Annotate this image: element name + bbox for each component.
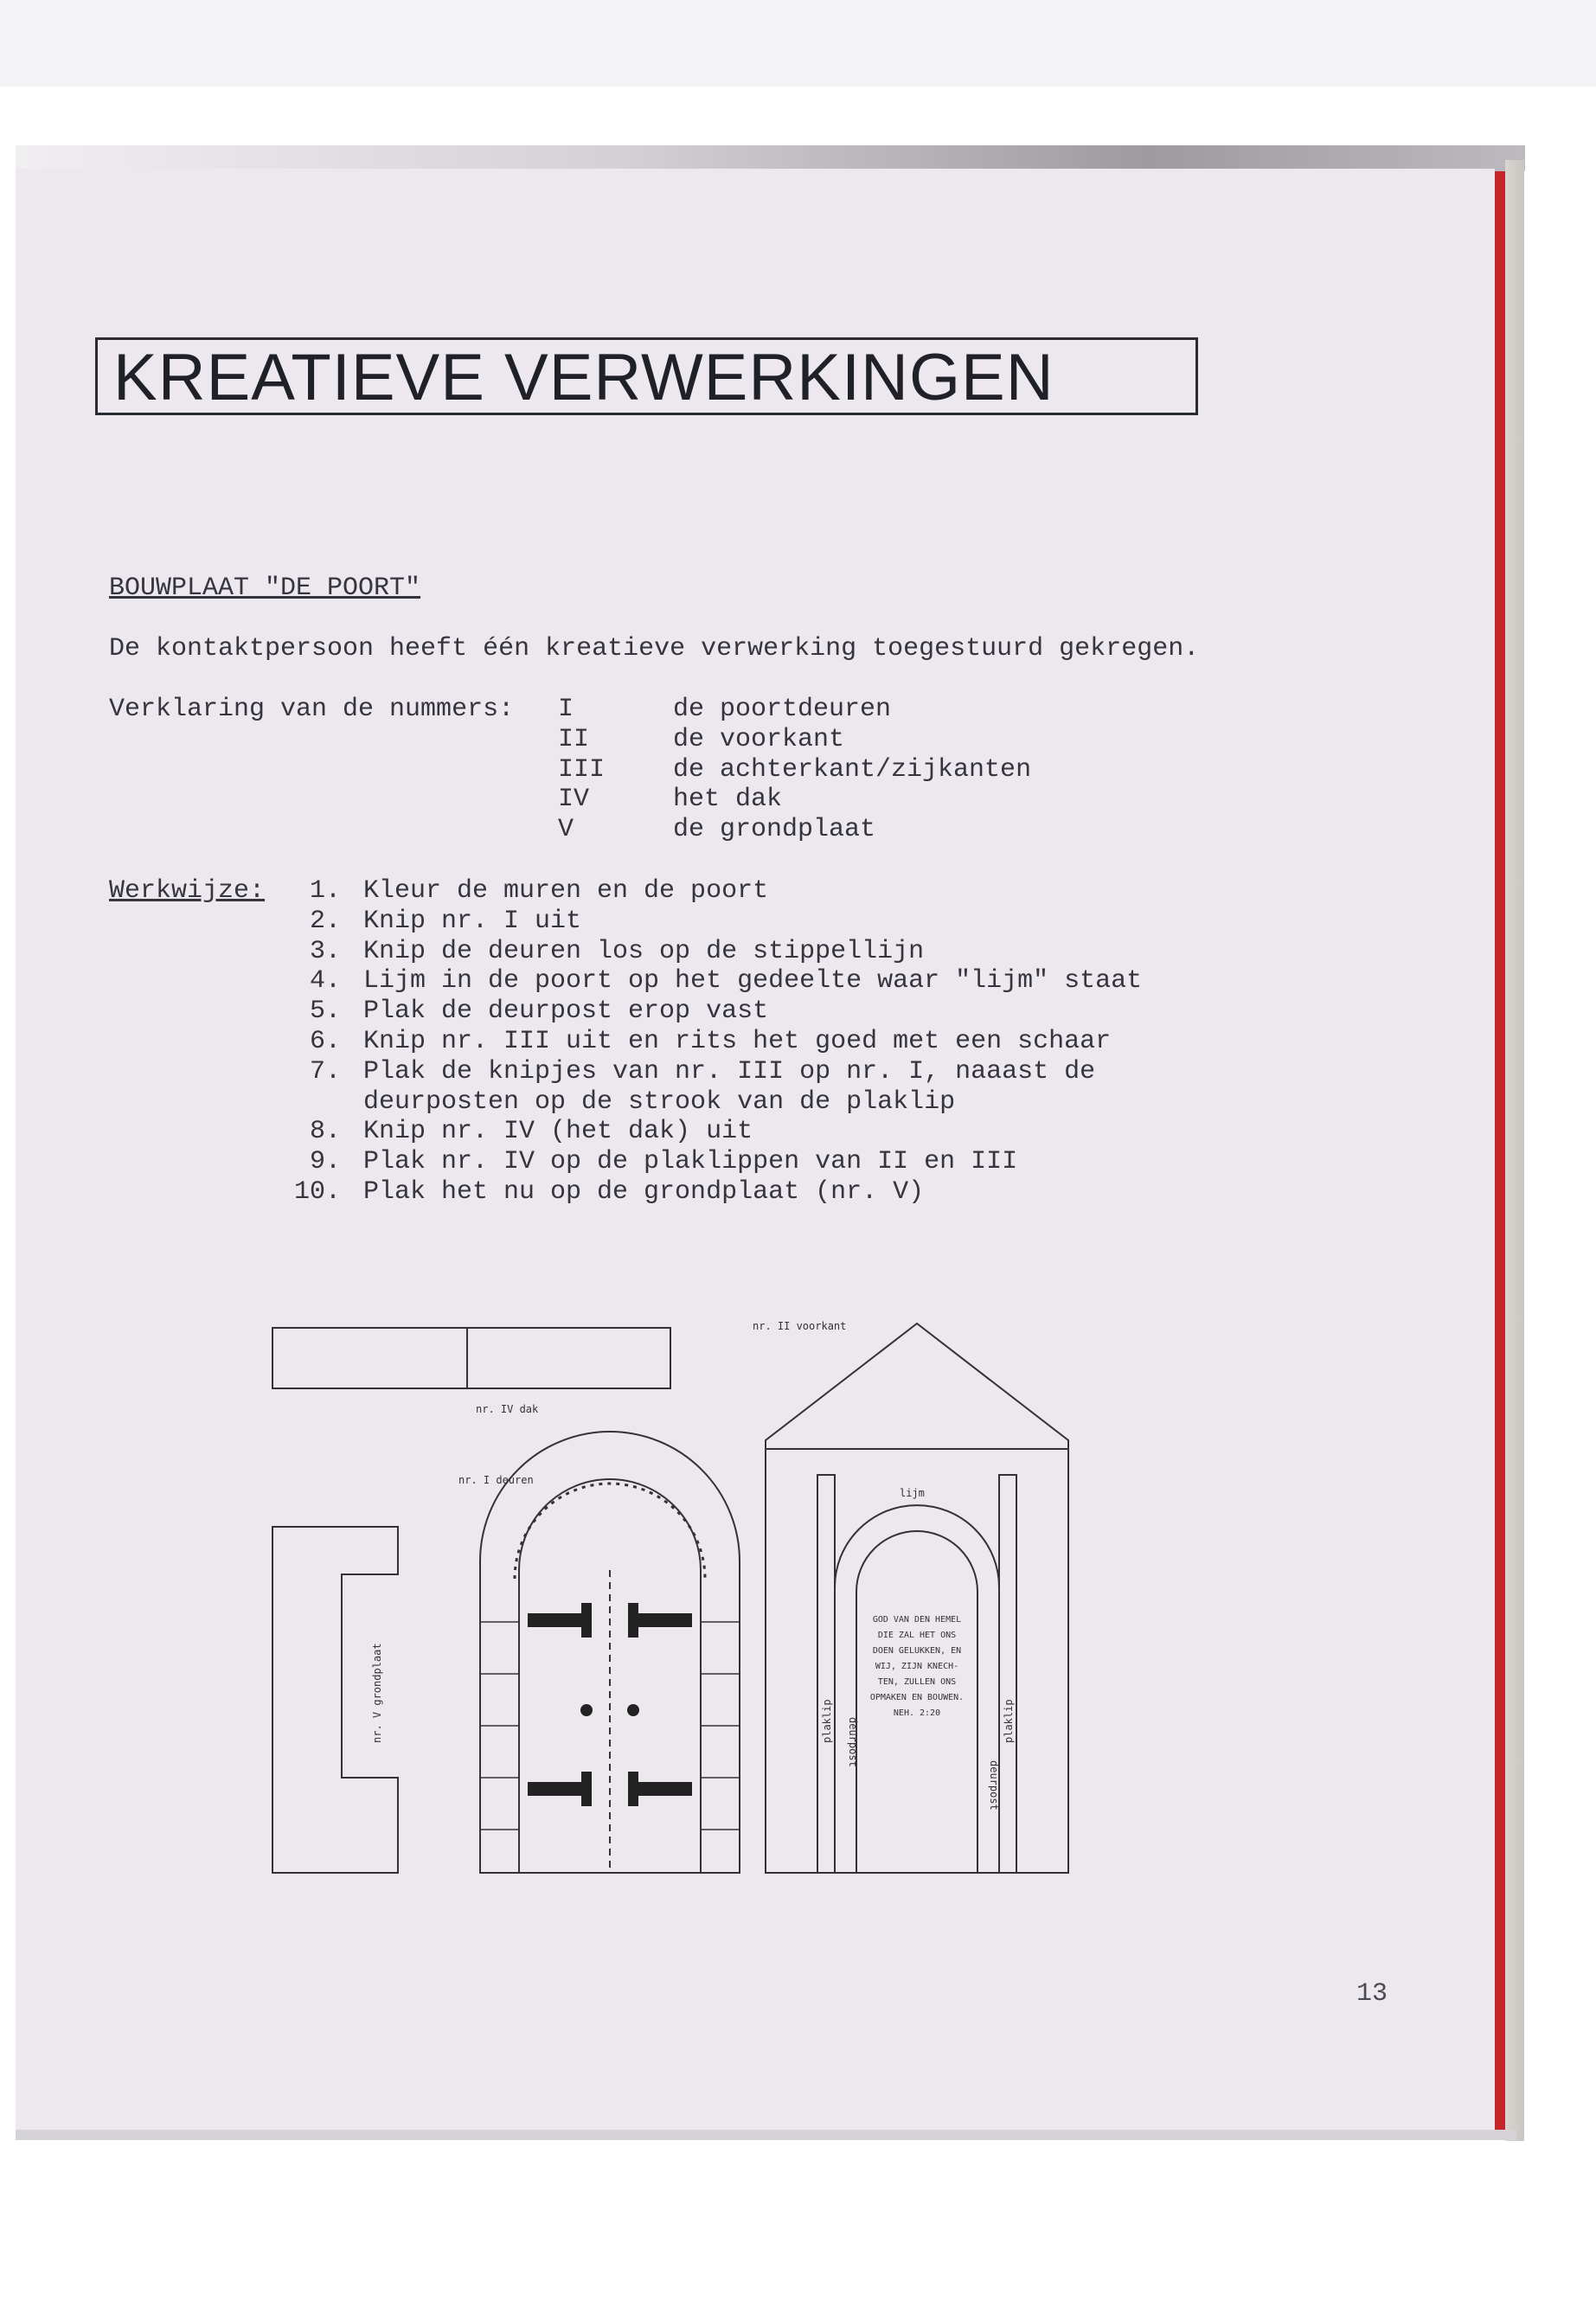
verse-line: WIJ, ZIJN KNECH- <box>875 1662 959 1671</box>
doorpost-label-left: deurpost <box>847 1717 859 1767</box>
verse-line: DOEN GELUKKEN, EN <box>872 1646 962 1656</box>
step-text: Knip nr. I uit <box>363 906 582 936</box>
step-text: Lijm in de poort op het gedeelte waar "lijm" staat <box>363 966 1143 997</box>
step-text: Kleur de muren en de poort <box>363 876 769 906</box>
step-text: Plak de deurpost erop vast <box>363 997 769 1027</box>
legend-number: IV <box>558 785 590 815</box>
verse-inscription <box>870 1615 964 1718</box>
step-number: 3. <box>310 936 342 966</box>
page-top-edge <box>16 145 1525 171</box>
front-piece <box>766 1324 1068 1873</box>
legend-text: de voorkant <box>673 724 845 754</box>
doorpost-label-right: deurpost <box>988 1760 1000 1811</box>
legend-text: de achterkant/zijkanten <box>673 754 1032 785</box>
werkwijze-label: Werkwijze: <box>109 876 266 906</box>
book-edge <box>1505 160 1524 2141</box>
roof-piece <box>272 1328 670 1388</box>
step-text: Plak het nu op de grondplaat (nr. V) <box>363 1177 925 1207</box>
step-number: 10. <box>294 1177 342 1207</box>
page-number: 13 <box>1356 1979 1388 2009</box>
flap-label-right: plaklip <box>1003 1699 1015 1743</box>
legend-number: III <box>558 754 606 785</box>
diagram-svg <box>260 1311 1125 1916</box>
intro-text: De kontaktpersoon heeft één kreatieve verwerking toegestuurd gekregen. <box>109 634 1200 663</box>
step-number: 1. <box>310 876 342 906</box>
construction-diagram <box>260 1311 1125 1916</box>
step-number: 2. <box>310 906 342 936</box>
step-text: Plak nr. IV op de plaklippen van II en III <box>363 1147 1018 1177</box>
section-title: BOUWPLAAT "DE POORT" <box>109 574 421 603</box>
front-label: nr. II voorkant <box>753 1320 847 1332</box>
step-text: Knip nr. IV (het dak) uit <box>363 1117 753 1147</box>
legend-number: V <box>558 815 574 845</box>
glue-label: lijm <box>900 1487 925 1499</box>
legend-text: de poortdeuren <box>673 695 892 724</box>
verse-line: DIE ZAL HET ONS <box>877 1631 957 1640</box>
legend-label: Verklaring van de nummers: <box>109 695 515 724</box>
legend-text: de grondplaat <box>673 815 876 845</box>
legend-number: I <box>558 695 574 724</box>
step-text: Plak de knipjes van nr. III op nr. I, naaast de <box>363 1056 1096 1086</box>
verse-line: TEN, ZULLEN ONS <box>877 1677 957 1687</box>
heading-box <box>95 337 1198 415</box>
doors-label: nr. I deuren <box>458 1474 534 1486</box>
verse-line: OPMAKEN EN BOUWEN. <box>869 1693 965 1702</box>
base-label: nr. V grondplaat <box>371 1643 383 1743</box>
legend-number: II <box>558 724 590 754</box>
scan-margin-top <box>0 0 1596 87</box>
step-text: Knip de deuren los op de stippellijn <box>363 936 925 966</box>
step-number: 6. <box>310 1027 342 1056</box>
step-number: 7. <box>310 1056 342 1086</box>
page-heading: KREATIEVE VERWERKINGEN <box>113 341 1054 414</box>
flap-label-left: plaklip <box>821 1699 833 1743</box>
page-bottom-shadow <box>16 2130 1516 2140</box>
step-text: Knip nr. III uit en rits het goed met een schaar <box>363 1027 1112 1056</box>
step-number: 8. <box>310 1117 342 1147</box>
step-number: 9. <box>310 1147 342 1177</box>
step-number: 5. <box>310 997 342 1027</box>
legend-text: het dak <box>673 785 783 815</box>
step-text: deurposten op de strook van de plaklip <box>363 1086 956 1117</box>
step-number: 4. <box>310 966 342 997</box>
verse-line: NEH. 2:20 <box>893 1708 941 1718</box>
verse-line: GOD VAN DEN HEMEL <box>872 1615 962 1625</box>
red-book-spine <box>1495 171 1505 2135</box>
roof-label: nr. IV dak <box>476 1403 539 1415</box>
